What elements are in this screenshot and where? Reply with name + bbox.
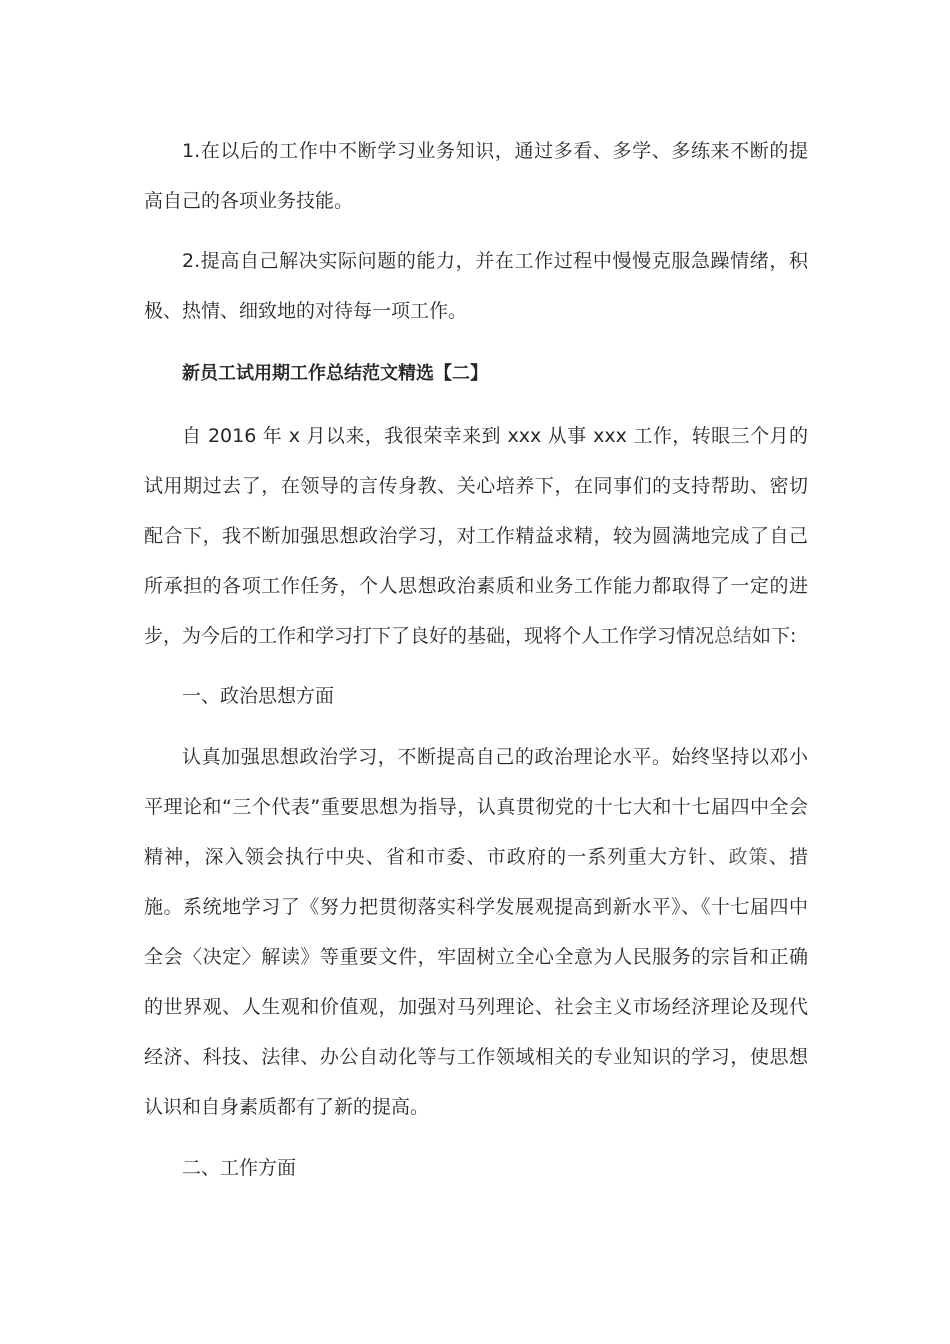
paragraph-introduction-text: 自 2016 年 x 月以来，我很荣幸来到 xxx 从事 xxx 工作，转眼三个月的试用期过去了，在领导的言传身教、关心培养下，在同事们的支持帮助、密切配合下，我不断加强思想政治学习，对工作精益求精，较为圆满地完成了自己所承担的各项工作任务，个人思想政治素质和业务工作能力都取得了一定的进步，为今后的工作和学习打下了良好的基础，现将个人工作学习情况	[144, 425, 808, 647]
paragraph-improve-knowledge: 1.在以后的工作中不断学习业务知识，通过多看、多学、多练来不断的提高自己的各项业务技能。	[144, 140, 808, 212]
paragraph-improve-ability: 2.提高自己解决实际问题的能力，并在工作过程中慢慢克服急躁情绪，积极、热情、细致地的对待每一项工作。	[144, 250, 808, 322]
section-heading-two: 新员工试用期工作总结范文精选【二】	[182, 363, 488, 384]
summary-link[interactable]: 总结	[714, 625, 753, 647]
section-title-political: 一、政治思想方面	[182, 685, 335, 707]
paragraph-introduction-tail: 如下:	[752, 625, 797, 647]
paragraph-political-study	[144, 732, 808, 1132]
paragraph-introduction	[144, 411, 808, 661]
policy-link[interactable]: 政策	[728, 846, 769, 868]
paragraph-political-text: 认真加强思想政治学习，不断提高自己的政治理论水平。始终坚持以邓小平理论和“三个代表”重要思想为指导，认真贯彻党的十七大和十七届四中全会精神，深入领会执行中央、省和市委、市政府的一系列重大方针、	[144, 746, 808, 868]
section-title-work: 二、工作方面	[182, 1157, 297, 1179]
paragraph-political-tail: 、措施。系统地学习了《努力把贯彻落实科学发展观提高到新水平》、《十七届四中全会〈决定〉解读》等重要文件，牢固树立全心全意为人民服务的宗旨和正确的世界观、人生观和价值观，加强对马列理论、社会主义市场经济理论及现代经济、科技、法律、办公自动化等与工作领域相关的专业知识的学习，使思想认识和自身素质都有了新的提高。	[144, 846, 808, 1118]
